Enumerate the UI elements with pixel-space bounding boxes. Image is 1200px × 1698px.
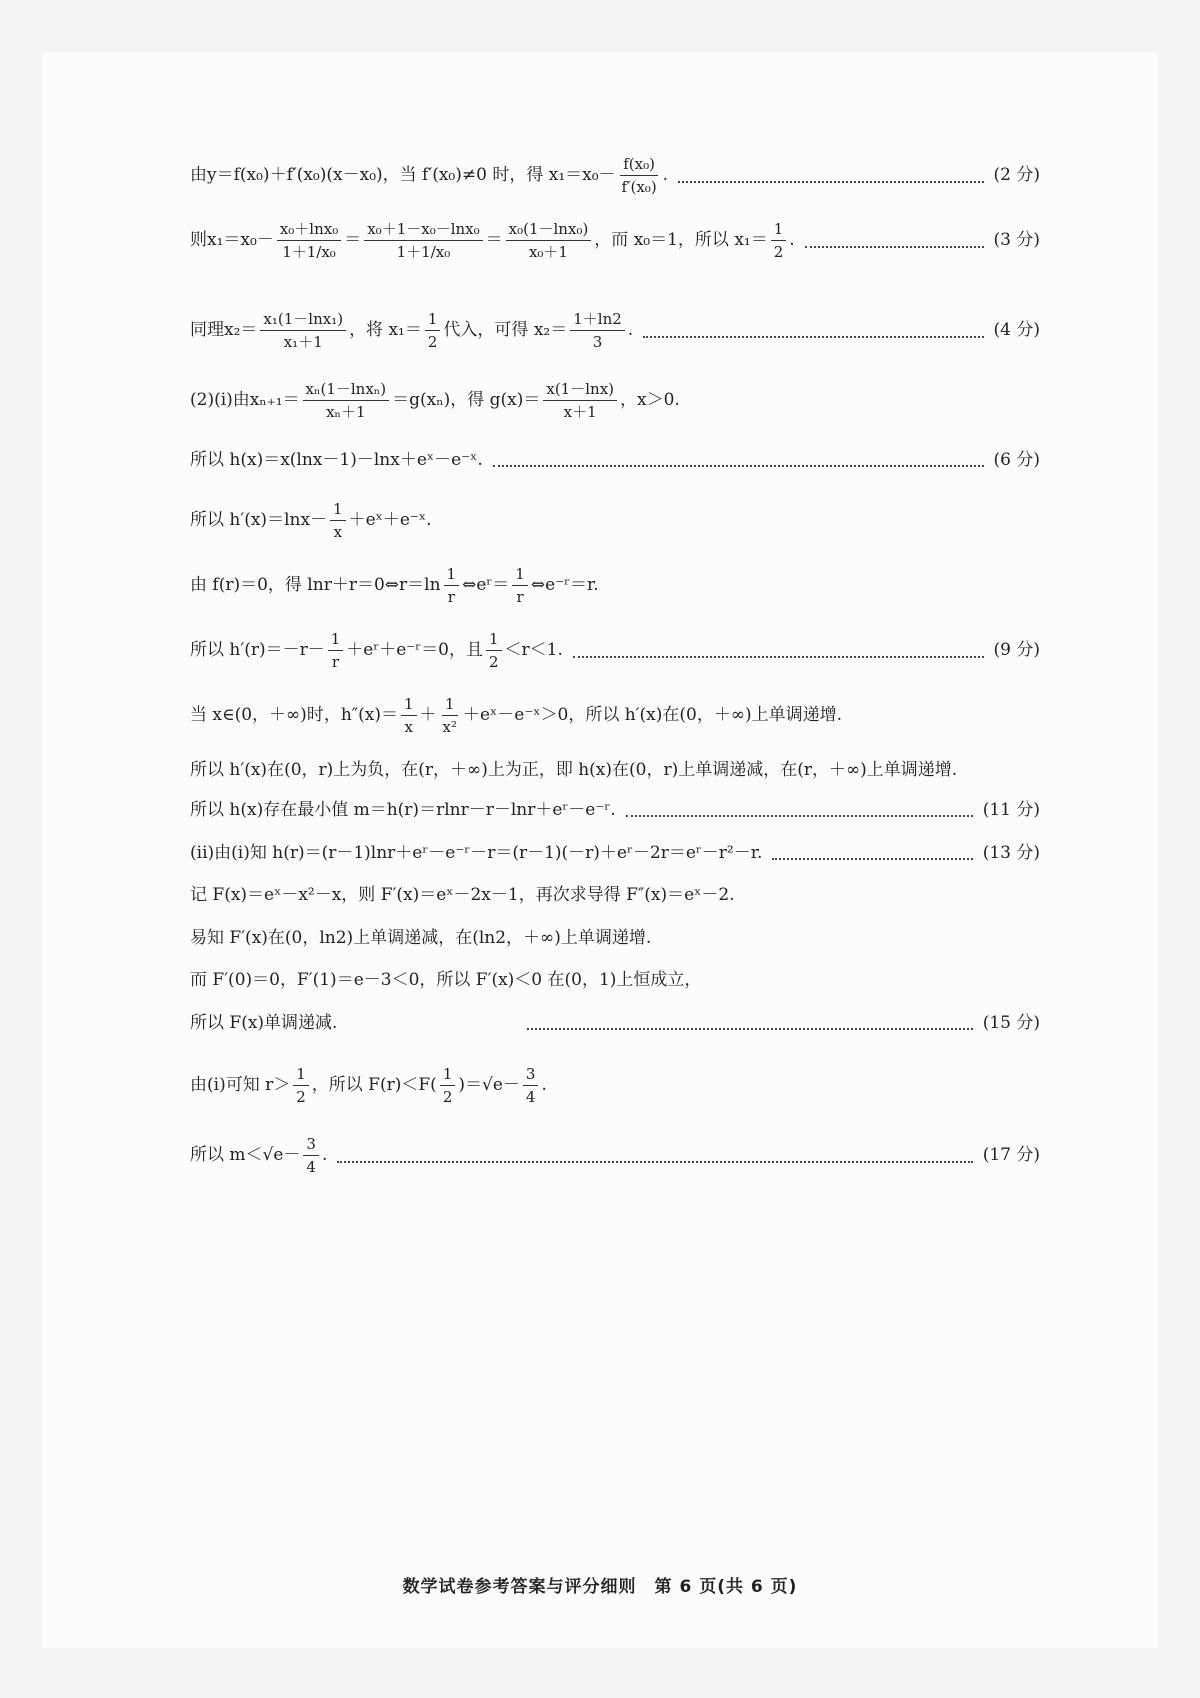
score-label: (4 分) [993, 320, 1040, 341]
dot-leader [772, 858, 972, 860]
step-line-9: 当 x∈(0，＋∞)时，h″(x)＝ $\frac{1}{x}$ ＋ $\frac{1}{\text{x²}}$ ＋eˣ－e⁻ˣ＞0，所以 h′(x)在(0，＋∞)上单调递增. [190, 695, 843, 736]
step-line-6: 所以 h′(x)＝lnx－ $\frac{1}{x}$ ＋eˣ＋e⁻ˣ. [190, 500, 432, 541]
step-line-17: 由(i)可知 r＞ $\frac{1}{2}$ ，所以 F(r)＜F( $\frac{1}{2}$ )＝√e－ $\frac{3}{4}$ . [190, 1065, 547, 1106]
step-line-8: 所以 h′(r)＝－r－ $\frac{1}{r}$ ＋eʳ＋e⁻ʳ＝0，且 $\frac{1}{2}$ ＜r＜1. (9 分) [190, 630, 1040, 671]
step-line-1: 由 y＝f(x₀)＋f′(x₀)(x－x₀)，当 f′(x₀)≠0 时，得 x₁＝x₀－ $\frac{\text{f(x₀)}}{\text{f′(x₀)}}$ . (2 分) [190, 155, 1040, 196]
score-label: (15 分) [982, 1013, 1040, 1033]
dot-leader [493, 465, 984, 467]
score-label: (17 分) [982, 1145, 1040, 1166]
dot-leader [678, 181, 983, 183]
dot-leader [337, 1161, 972, 1163]
fraction: $\frac{\text{f(x₀)}}{\text{f′(x₀)}}$ [621, 155, 657, 196]
step-line-12: (ii)由(i)知 h(r)＝(r－1)lnr＋eʳ－e⁻ʳ－r＝(r－1)(－r)＋eʳ－2r＝eʳ－r²－r. (13 分) [190, 843, 1040, 863]
step-line-10: 所以 h′(x)在(0，r)上为负，在(r，＋∞)上为正，即 h(x)在(0，r)上单调递减，在(r，＋∞)上单调递增. [190, 760, 958, 780]
step-line-2: 则 x₁＝x₀－ $\frac{\text{x₀＋lnx₀}}{\text{1＋1/x₀}}$ ＝ $\frac{\text{x₀＋1－x₀－lnx₀}}{\text{1＋1/x₀}}$ ＝ $\frac{\text{x₀(1－lnx₀)}}{\text{x₀＋1}}$ ，而 x₀＝1，所以 x₁＝ $\frac{1}{2}$ . (3 分) [190, 220, 1040, 261]
step-line-14: 易知 F′(x)在(0，ln2)上单调递减，在(ln2，＋∞)上单调递增. [190, 928, 652, 948]
score-label: (13 分) [982, 843, 1040, 863]
score-label: (11 分) [982, 800, 1040, 820]
step-line-15: 而 F′(0)＝0，F′(1)＝e－3＜0，所以 F′(x)＜0 在(0，1)上恒成立， [190, 970, 702, 990]
score-label: (9 分) [993, 640, 1040, 661]
step-line-5: 所以 h(x)＝x(lnx－1)－lnx＋eˣ－e⁻ˣ. (6 分) [190, 450, 1040, 470]
dot-leader [626, 815, 973, 817]
step-line-3: 同理 x₂＝ $\frac{\text{x₁(1－lnx₁)}}{\text{x₁＋1}}$ ，将 x₁＝ $\frac{1}{2}$ 代入，可得 x₂＝ $\frac{1+\ln 2}{3}$ . (4 分) [190, 310, 1040, 351]
step-line-18: 所以 m＜√e－ $\frac{3}{4}$ . (17 分) [190, 1135, 1040, 1176]
score-label: (3 分) [993, 230, 1040, 251]
score-label: (2 分) [993, 165, 1040, 186]
step-line-16: 所以 F(x)单调递减. (15 分) [190, 1013, 1040, 1033]
step-line-4: (2)(i)由 xₙ₊₁＝ $\frac{\text{xₙ(1－lnxₙ)}}{\text{xₙ＋1}}$ ＝g(xₙ)，得 g(x)＝ $\frac{x(1-\ln x)}{x+1}$ ，x＞0. [190, 380, 680, 421]
score-label: (6 分) [993, 450, 1040, 470]
step-line-11: 所以 h(x)存在最小值 m＝h(r)＝rlnr－r－lnr＋eʳ－e⁻ʳ. (11 分) [190, 800, 1040, 820]
dot-leader [573, 656, 984, 658]
step-line-13: 记 F(x)＝eˣ－x²－x，则 F′(x)＝eˣ－2x－1，再次求导得 F″(x)＝eˣ－2. [190, 885, 735, 905]
step-line-7: 由 f(r)＝0，得 lnr＋r＝0⇔r＝ln $\frac{1}{r}$ ⇔eʳ＝ $\frac{1}{r}$ ⇔e⁻ʳ＝r. [190, 565, 599, 606]
dot-leader [805, 246, 984, 248]
dot-leader [643, 336, 983, 338]
page-footer: 数学试卷参考答案与评分细则 第 6 页(共 6 页) [402, 1577, 798, 1597]
dot-leader [527, 1028, 972, 1030]
